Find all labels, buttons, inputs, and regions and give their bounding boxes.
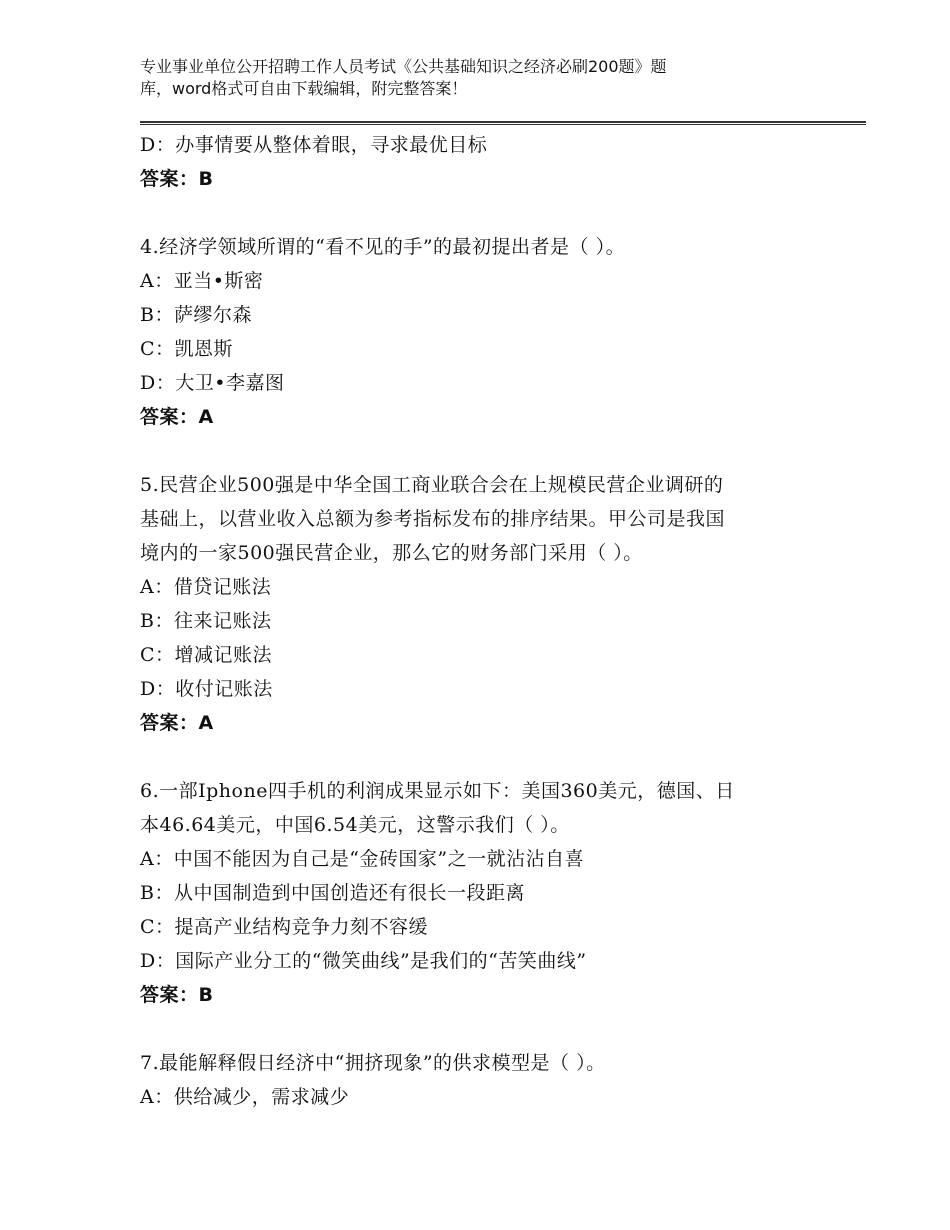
question-5 xyxy=(140,468,830,740)
option-b: B：萨缪尔森 xyxy=(140,304,252,326)
question-list xyxy=(140,128,830,1114)
option-a: A：供给减少，需求减少 xyxy=(140,1086,350,1108)
question-3-tail xyxy=(140,128,830,196)
question-stem-line-1: 6.一部Iphone四手机的利润成果显示如下：美国360美元，德国、日 xyxy=(140,780,735,802)
question-stem-line-2: 本46.64美元，中国6.54美元，这警示我们（ ）。 xyxy=(140,814,570,836)
answer: 答案：B xyxy=(140,168,214,190)
option-d: D：办事情要从整体着眼，寻求最优目标 xyxy=(140,134,488,156)
option-c: C：增减记账法 xyxy=(140,644,273,666)
option-b: B：往来记账法 xyxy=(140,610,272,632)
option-a: A：亚当•斯密 xyxy=(140,270,264,292)
option-d: D：收付记账法 xyxy=(140,678,273,700)
header-divider xyxy=(140,121,866,125)
option-d: D：国际产业分工的“微笑曲线”是我们的“苦笑曲线” xyxy=(140,950,587,972)
option-c: C：提高产业结构竞争力刻不容缓 xyxy=(140,916,429,938)
question-7 xyxy=(140,1046,830,1114)
question-stem: 7.最能解释假日经济中“拥挤现象”的供求模型是（ ）。 xyxy=(140,1052,606,1074)
answer: 答案：B xyxy=(140,984,214,1006)
question-4 xyxy=(140,230,830,434)
option-d: D：大卫•李嘉图 xyxy=(140,372,285,394)
header-line-2: 库，word格式可自由下载编辑，附完整答案！ xyxy=(140,79,468,98)
question-stem: 4.经济学领域所谓的“看不见的手”的最初提出者是（ ）。 xyxy=(140,236,626,258)
answer: 答案：A xyxy=(140,712,214,734)
question-stem-line-3: 境内的一家500强民营企业，那么它的财务部门采用（ ）。 xyxy=(140,542,643,564)
question-6 xyxy=(140,774,830,1012)
page-header xyxy=(140,56,780,100)
answer: 答案：A xyxy=(140,406,214,428)
option-c: C：凯恩斯 xyxy=(140,338,234,360)
question-stem-line-1: 5.民营企业500强是中华全国工商业联合会在上规模民营企业调研的 xyxy=(140,474,724,496)
option-a: A：中国不能因为自己是“金砖国家”之一就沾沾自喜 xyxy=(140,848,585,870)
header-line-1: 专业事业单位公开招聘工作人员考试《公共基础知识之经济必刷200题》题 xyxy=(140,57,667,76)
option-b: B：从中国制造到中国创造还有很长一段距离 xyxy=(140,882,525,904)
option-a: A：借贷记账法 xyxy=(140,576,272,598)
question-stem-line-2: 基础上，以营业收入总额为参考指标发布的排序结果。甲公司是我国 xyxy=(140,508,726,530)
